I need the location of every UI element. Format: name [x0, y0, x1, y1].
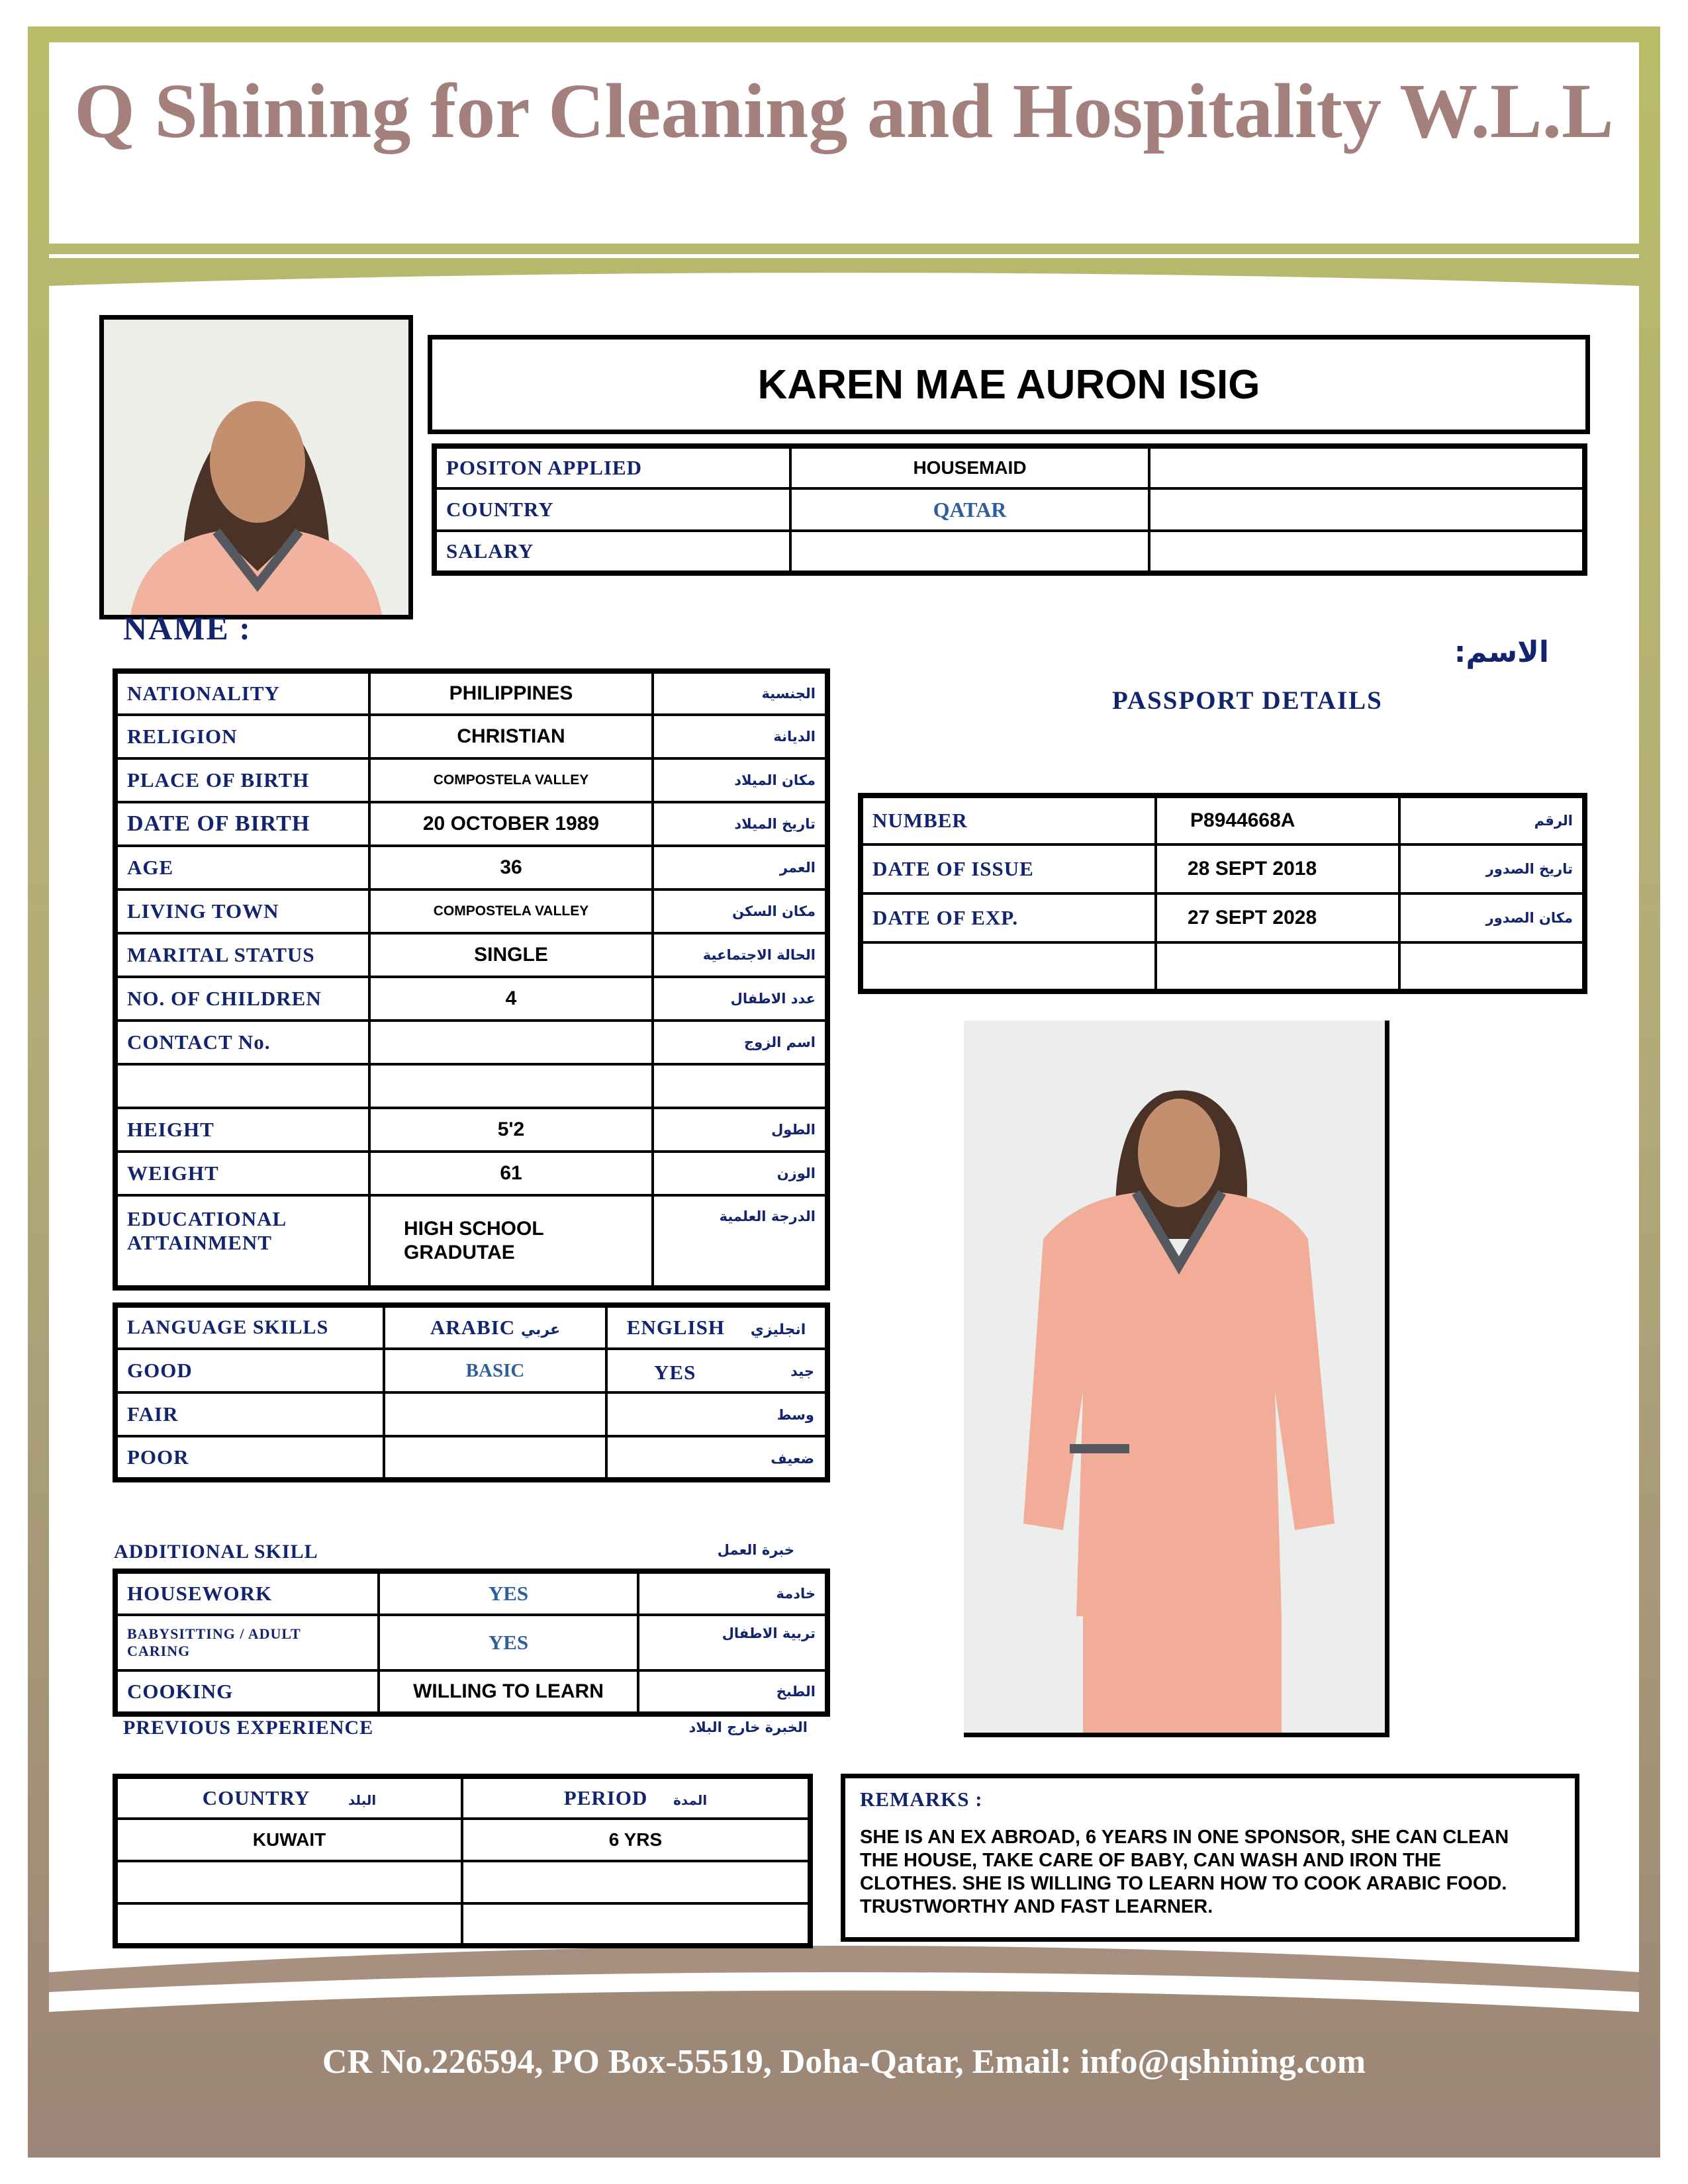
- remarks-line-3: CLOTHES. SHE IS WILLING TO LEARN HOW TO COOK ARABIC FOOD.: [860, 1873, 1507, 1894]
- value-blank: [369, 1064, 653, 1108]
- english-good-cell: [606, 1349, 827, 1392]
- remarks-box: [841, 1774, 1579, 1942]
- label-religion: RELIGION: [115, 715, 369, 758]
- country-header-en: COUNTRY: [202, 1786, 310, 1809]
- arabic-language-header-ar: عربي: [520, 1322, 561, 1338]
- extra-position: [1149, 446, 1585, 488]
- label-education-line1: EDUCATIONAL: [127, 1207, 287, 1230]
- passport-title: PASSPORT DETAILS: [1112, 686, 1383, 715]
- label-blank: [115, 1064, 369, 1108]
- label-country: COUNTRY: [434, 488, 790, 531]
- full-body-photo: [964, 1021, 1389, 1737]
- label-weight: WEIGHT: [115, 1152, 369, 1195]
- value-weight: 61: [369, 1152, 653, 1195]
- period-header-ar: المدة: [673, 1792, 708, 1808]
- arabic-nationality: الجنسية: [653, 671, 827, 715]
- arabic-label-good: جيد: [790, 1363, 814, 1379]
- arabic-children: عدد الاطفال: [653, 977, 827, 1021]
- value-position: HOUSEMAID: [790, 446, 1149, 488]
- label-babysitting: [115, 1615, 379, 1670]
- label-date-of-issue: DATE OF ISSUE: [861, 844, 1156, 893]
- arabic-babysitting: تربية الاطفال: [638, 1615, 827, 1670]
- label-housework: HOUSEWORK: [115, 1571, 379, 1615]
- remarks-line-4: TRUSTWORTHY AND FAST LEARNER.: [860, 1896, 1213, 1917]
- value-age: 36: [369, 846, 653, 889]
- arabic-height: الطول: [653, 1108, 827, 1152]
- english-language-header-en: ENGLISH: [626, 1316, 726, 1339]
- arabic-housework: خادمة: [638, 1571, 827, 1615]
- experience-period-2: [462, 1861, 810, 1903]
- additional-skill-title-ar: خبرة العمل: [717, 1542, 794, 1558]
- value-date-of-issue: 28 SEPT 2018: [1156, 844, 1399, 893]
- label-babysitting-line1: BABYSITTING / ADULT: [127, 1625, 301, 1642]
- additional-skills-table: [113, 1569, 830, 1717]
- value-religion: CHRISTIAN: [369, 715, 653, 758]
- english-poor-cell: [606, 1436, 827, 1480]
- value-nationality: PHILIPPINES: [369, 671, 653, 715]
- value-date-of-exp: 27 SEPT 2028: [1156, 893, 1399, 942]
- arabic-weight: الوزن: [653, 1152, 827, 1195]
- previous-experience-title: PREVIOUS EXPERIENCE: [123, 1717, 374, 1739]
- value-living-town: COMPOSTELA VALLEY: [369, 889, 653, 933]
- personal-info-table: [113, 668, 830, 1291]
- remarks-title: REMARKS :: [860, 1788, 983, 1811]
- name-label: NAME :: [123, 610, 252, 647]
- label-salary: SALARY: [434, 531, 790, 573]
- arabic-place-of-birth: مكان الميلاد: [653, 758, 827, 802]
- value-education-line1: HIGH SCHOOL: [404, 1218, 544, 1240]
- extra-salary: [1149, 531, 1585, 573]
- candidate-name: KAREN MAE AURON ISIG: [757, 361, 1260, 408]
- experience-table: [113, 1774, 813, 1948]
- arabic-age: العمر: [653, 846, 827, 889]
- arabic-language-header: [384, 1305, 606, 1349]
- level-good: GOOD: [115, 1349, 384, 1392]
- profile-photo: [99, 315, 413, 619]
- label-position: POSITON APPLIED: [434, 446, 790, 488]
- label-date-of-exp: DATE OF EXP.: [861, 893, 1156, 942]
- experience-period-3: [462, 1903, 810, 1946]
- label-children: NO. OF CHILDREN: [115, 977, 369, 1021]
- arabic-language-header-en: ARABIC: [430, 1316, 516, 1339]
- remarks-line-2: THE HOUSE, TAKE CARE OF BABY, CAN WASH AND IRON THE: [860, 1850, 1442, 1871]
- arabic-contact: اسم الزوج: [653, 1021, 827, 1064]
- arabic-poor: [384, 1436, 606, 1480]
- country-header-ar: البلد: [348, 1792, 377, 1808]
- value-height: 5'2: [369, 1108, 653, 1152]
- label-contact: CONTACT No.: [115, 1021, 369, 1064]
- value-passport-blank: [1156, 942, 1399, 991]
- value-passport-number: P8944668A: [1156, 796, 1399, 844]
- value-cooking: WILLING TO LEARN: [379, 1670, 638, 1714]
- value-contact: [369, 1021, 653, 1064]
- candidate-name-box: [428, 335, 1590, 434]
- arabic-education: الدرجة العلمية: [653, 1195, 827, 1288]
- label-date-of-birth: DATE OF BIRTH: [115, 802, 369, 846]
- arabic-living-town: مكان السكن: [653, 889, 827, 933]
- experience-country-3: [115, 1903, 462, 1946]
- label-education: [115, 1195, 369, 1288]
- value-education-line2: GRADUTAE: [404, 1242, 515, 1263]
- passport-table: [858, 793, 1587, 994]
- arabic-passport-blank: [1399, 942, 1585, 991]
- arabic-label-poor: ضعيف: [771, 1451, 814, 1467]
- previous-experience-title-ar: الخبرة خارج البلاد: [688, 1719, 808, 1735]
- arabic-good: BASIC: [384, 1349, 606, 1392]
- value-babysitting: YES: [379, 1615, 638, 1670]
- label-marital-status: MARITAL STATUS: [115, 933, 369, 977]
- language-skills-header: LANGUAGE SKILLS: [115, 1305, 384, 1349]
- experience-country-1: KUWAIT: [115, 1819, 462, 1861]
- name-label-arabic: الاسم:: [1454, 635, 1549, 669]
- remarks-line-1: SHE IS AN EX ABROAD, 6 YEARS IN ONE SPONSOR, SHE CAN CLEAN: [860, 1827, 1509, 1848]
- value-marital-status: SINGLE: [369, 933, 653, 977]
- experience-country-2: [115, 1861, 462, 1903]
- label-passport-number: NUMBER: [861, 796, 1156, 844]
- label-nationality: NATIONALITY: [115, 671, 369, 715]
- arabic-label-fair: وسط: [776, 1407, 814, 1423]
- period-header-en: PERIOD: [563, 1786, 648, 1809]
- remarks-text: [860, 1826, 1575, 1919]
- label-place-of-birth: PLACE OF BIRTH: [115, 758, 369, 802]
- arabic-cooking: الطبخ: [638, 1670, 827, 1714]
- company-title: Q Shining for Cleaning and Hospitality W.L.L: [74, 68, 1614, 154]
- english-language-header: [606, 1305, 827, 1349]
- footer-contact: CR No.226594, PO Box-55519, Doha-Qatar, Email: info@qshining.com: [322, 2043, 1366, 2081]
- extra-country: [1149, 488, 1585, 531]
- label-living-town: LIVING TOWN: [115, 889, 369, 933]
- label-passport-blank: [861, 942, 1156, 991]
- country-header: [115, 1776, 462, 1819]
- arabic-blank: [653, 1064, 827, 1108]
- label-age: AGE: [115, 846, 369, 889]
- value-place-of-birth: COMPOSTELA VALLEY: [369, 758, 653, 802]
- experience-period-1: 6 YRS: [462, 1819, 810, 1861]
- english-fair-cell: [606, 1392, 827, 1436]
- arabic-fair: [384, 1392, 606, 1436]
- period-header: [462, 1776, 810, 1819]
- english-language-header-ar: انجليزي: [750, 1322, 806, 1338]
- application-table: [432, 443, 1587, 576]
- level-poor: POOR: [115, 1436, 384, 1480]
- label-cooking: COOKING: [115, 1670, 379, 1714]
- arabic-marital-status: الحالة الاجتماعية: [653, 933, 827, 977]
- additional-skill-title: ADDITIONAL SKILL: [114, 1541, 318, 1563]
- value-date-of-birth: 20 OCTOBER 1989: [369, 802, 653, 846]
- arabic-date-of-exp: مكان الصدور: [1399, 893, 1585, 942]
- english-good: YES: [654, 1361, 696, 1384]
- arabic-date-of-birth: تاريخ الميلاد: [653, 802, 827, 846]
- value-housework: YES: [379, 1571, 638, 1615]
- value-salary: [790, 531, 1149, 573]
- value-country: QATAR: [790, 488, 1149, 531]
- label-height: HEIGHT: [115, 1108, 369, 1152]
- arabic-passport-number: الرقم: [1399, 796, 1585, 844]
- value-children: 4: [369, 977, 653, 1021]
- language-skills-table: [113, 1302, 830, 1482]
- label-babysitting-line2: CARING: [127, 1643, 191, 1659]
- arabic-religion: الديانة: [653, 715, 827, 758]
- value-education: [369, 1195, 653, 1288]
- label-education-line2: ATTAINMENT: [127, 1231, 272, 1254]
- arabic-date-of-issue: تاريخ الصدور: [1399, 844, 1585, 893]
- level-fair: FAIR: [115, 1392, 384, 1436]
